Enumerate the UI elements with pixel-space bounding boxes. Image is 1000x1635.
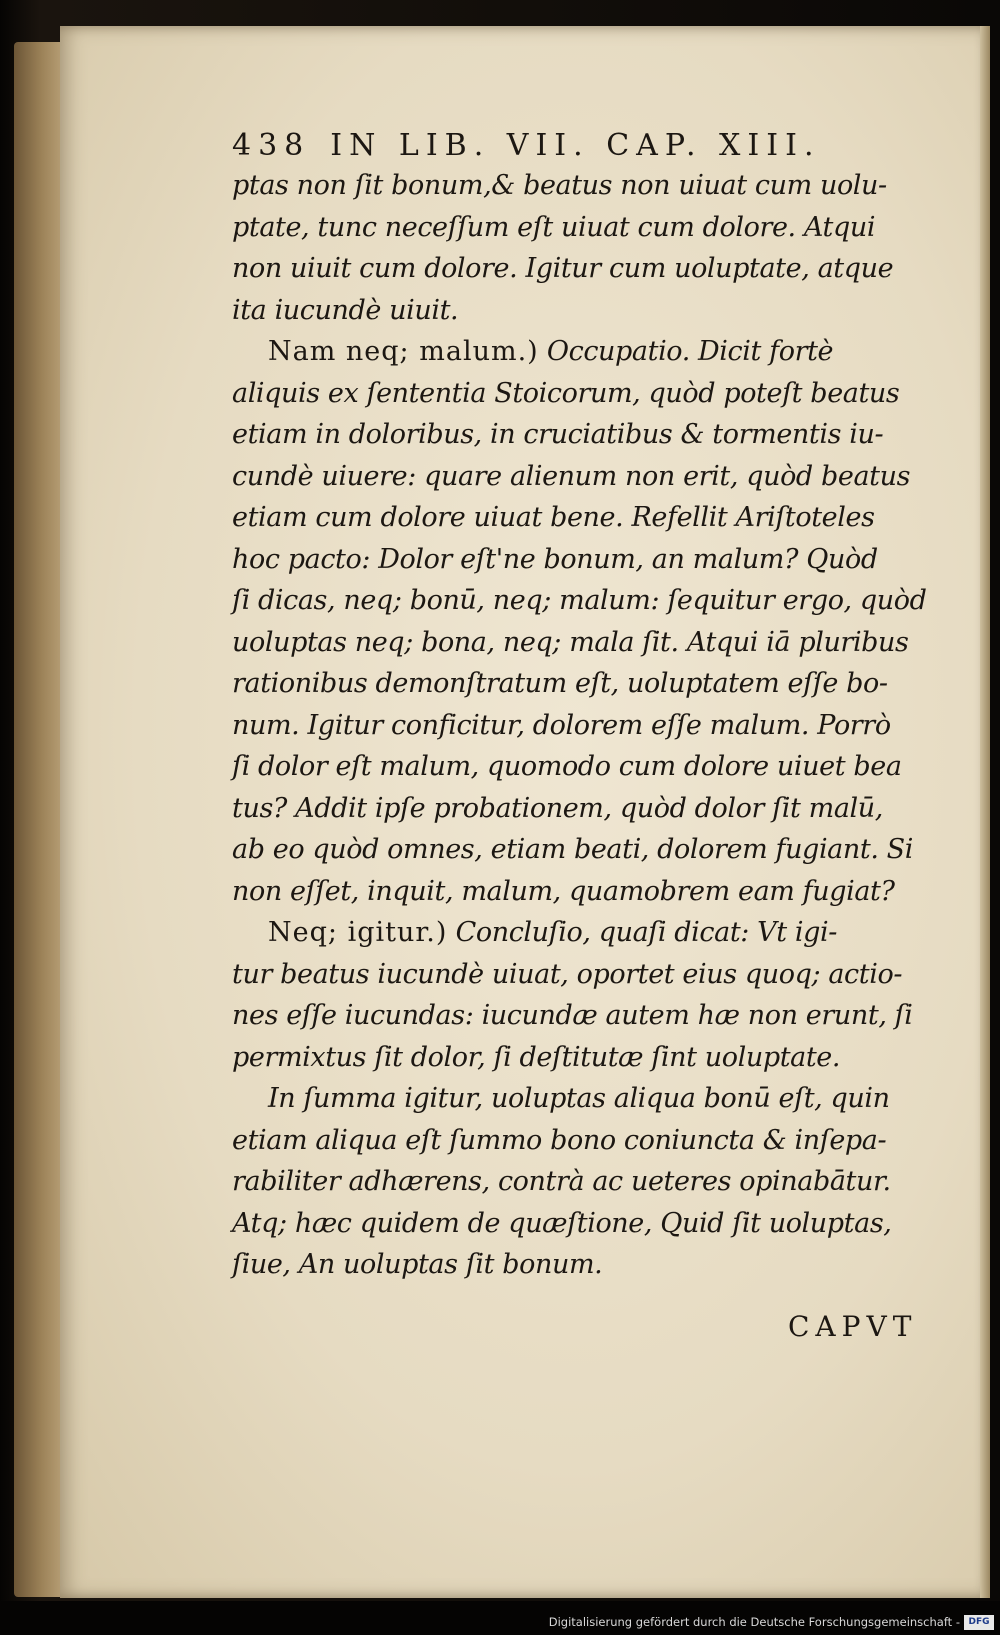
text-line: etiam aliqua eſt ſummo bono coniuncta & inſepa- xyxy=(232,1124,887,1156)
text-line: num. Igitur conficitur, dolorem eſſe malum. Porrò xyxy=(232,709,891,741)
text-line xyxy=(232,331,882,373)
lemma: Neq; igitur.) xyxy=(268,917,448,948)
lemma: Nam neq; malum.) xyxy=(268,336,539,367)
text-line: ita iucundè uiuit. xyxy=(232,294,459,326)
text-line: cundè uiuere: quare alienum non erit, quòd beatus xyxy=(232,460,911,492)
text-line: etiam in doloribus, in cruciatibus & tormentis iu- xyxy=(232,419,884,450)
page-number: 438 xyxy=(232,128,311,163)
text-line: ſi dicas, neq; bonū, neq; malum: ſequitur ergo, quòd xyxy=(232,585,927,616)
text-line: permixtus ſit dolor, ſi deſtitutæ ſint uoluptate. xyxy=(232,1041,841,1073)
text-line: non uiuit cum dolore. Igitur cum uoluptate, atque xyxy=(232,253,894,284)
text-line: ſiue, An uoluptas ſit bonum. xyxy=(232,1249,603,1280)
text-line: rationibus demonſtratum eſt, uoluptatem eſſe bo- xyxy=(232,668,888,699)
dfg-logo: DFG xyxy=(964,1615,994,1630)
text-line: ptas non ſit bonum,& beatus non uiuat cum uolu- xyxy=(232,170,887,201)
text-line-rest: Concluſio, quaſi dicat: Vt igi- xyxy=(455,917,837,948)
text-line: Atq; hæc quidem de quæſtione, Quid ſit uoluptas, xyxy=(232,1207,892,1239)
text-line: nes eſſe iucundas: iucundæ autem hæ non erunt, ſi xyxy=(232,1000,913,1031)
text-line: ſi dolor eſt malum, quomodo cum dolore uiuet bea xyxy=(232,751,902,782)
text-line: non eſſet, inquit, malum, quamobrem eam fugiat? xyxy=(232,875,895,907)
page-binding-edge xyxy=(14,42,64,1597)
text-line: ab eo quòd omnes, etiam beati, dolorem fugiant. Si xyxy=(232,834,914,865)
text-line-rest: Occupatio. Dicit fortè xyxy=(546,336,834,367)
text-line: aliquis ex ſententia Stoicorum, quòd poteſt beatus xyxy=(232,377,900,409)
text-line: etiam cum dolore uiuat bene. Refellit Ariſtoteles xyxy=(232,502,875,533)
text-line: tur beatus iucundè uiuat, oportet eius quoq; actio- xyxy=(232,958,903,990)
running-title: IN LIB. VII. CAP. XIII. xyxy=(330,128,821,163)
running-head xyxy=(232,128,882,163)
text-line: In ſumma igitur, uoluptas aliqua bonū eſt, quin xyxy=(268,1083,890,1114)
text-block xyxy=(232,128,927,1286)
page-right-edge xyxy=(980,26,990,1598)
text-line xyxy=(232,912,882,954)
text-line: tus? Addit ipſe probationem, quòd dolor ſit malū, xyxy=(232,792,883,824)
catchword: CAPVT xyxy=(788,1310,918,1343)
text-line: hoc pacto: Dolor eſt'ne bonum, an malum? Quòd xyxy=(232,543,878,575)
text-line: rabiliter adhærens, contrà ac ueteres opinabātur. xyxy=(232,1166,891,1197)
text-line: uoluptas neq; bona, neq; mala ſit. Atqui iā pluribus xyxy=(232,626,909,658)
funding-note: Digitalisierung gefördert durch die Deutsche Forschungsgemeinschaft - xyxy=(548,1615,960,1629)
text-line: ptate, tunc neceſſum eſt uiuat cum dolore. Atqui xyxy=(232,211,876,243)
